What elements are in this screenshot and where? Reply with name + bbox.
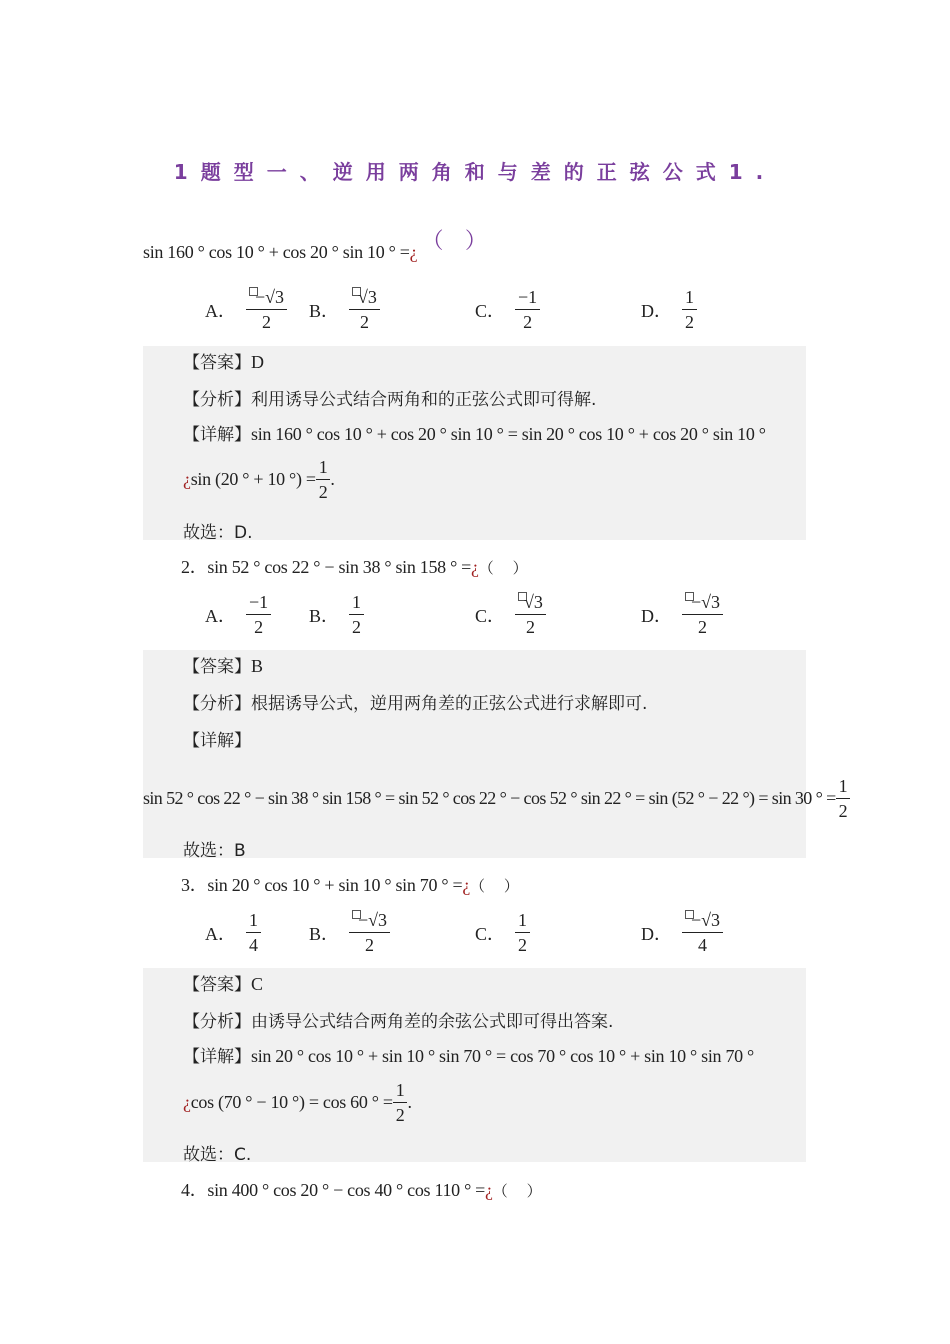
fraction: $\frac{-√3}{2}$ (246, 287, 287, 332)
question-1-option-b[interactable] (309, 287, 380, 332)
question-1-option-c[interactable] (475, 287, 540, 332)
analysis-line-3: 【分析】由诱导公式结合两角差的余弦公式即可得出答案. (183, 1012, 614, 1032)
question-number: 4． (181, 1180, 208, 1200)
choice-line-1: 故选：D. (183, 523, 253, 543)
fraction: $\frac{√3}{2}$ (349, 287, 380, 332)
question-2-option-a[interactable]: A． $\frac{-1}{2}$ (205, 592, 271, 637)
question-number: 3． (181, 875, 208, 895)
option-letter: D． (641, 300, 672, 321)
fraction: $\frac{1}{2}$ (682, 287, 697, 332)
question-1-stem (143, 229, 487, 265)
inverted-question-mark: ¿ (485, 1180, 493, 1200)
analysis-line-2: 【分析】根据诱导公式，逆用两角差的正弦公式进行求解即可. (183, 694, 648, 714)
question-2-option-c[interactable]: C． $\frac{√3}{2}$ (475, 592, 546, 637)
detail-line-3: 【详解】sin 20 ° cos 10 ° + sin 10 ° sin 70 ° = cos 70 ° cos 10 ° + sin 10 ° sin 70 ° (183, 1046, 754, 1067)
option-letter: B． (309, 300, 340, 321)
question-3-option-c[interactable]: C． $\frac{1}{2}$ (475, 910, 530, 955)
inverted-question-mark: ¿ (471, 557, 479, 577)
detail-line-2: sin 52 ° cos 22 ° − sin 38 ° sin 158 ° = sin 52 ° cos 22 ° − cos 52 ° sin 22 ° = sin (52 ° − 22 °) = sin 30 ° = $\frac{1}{2}$ (143, 776, 850, 821)
fraction: $\frac{1}{2}$ (316, 457, 331, 502)
answer-blank: （ ） (478, 559, 528, 577)
choice-line-3: 故选：C. (183, 1145, 252, 1165)
question-3-stem: 3．sin 20 ° cos 10 ° + sin 10 ° sin 70 ° =¿（ ） (181, 875, 519, 895)
analysis-line-1: 【分析】利用诱导公式结合两角和的正弦公式即可得解. (183, 390, 597, 410)
option-letter: C． (475, 300, 506, 321)
question-2-stem: 2．sin 52 ° cos 22 ° − sin 38 ° sin 158 ° =¿（ ） (181, 557, 528, 577)
question-1-option-d[interactable] (641, 287, 697, 332)
question-number: 2． (181, 557, 208, 577)
inverted-question-mark: ¿ (462, 875, 471, 895)
answer-blank: （ ） (421, 229, 487, 254)
fraction: $\frac{-1}{2}$ (515, 287, 540, 332)
answer-line-3: 【答案】C (183, 974, 263, 995)
answer-blank: （ ） (492, 1182, 542, 1200)
detail-line-3b: ¿ cos (70 ° − 10 °) = cos 60 ° = $\frac{1}{2}$ . (183, 1080, 412, 1125)
choice-line-2: 故选：B (183, 841, 246, 861)
question-1-option-a[interactable] (205, 287, 287, 332)
question-2-option-b[interactable]: B． $\frac{1}{2}$ (309, 592, 364, 637)
question-1-expression: sin 160 ° cos 10 ° + cos 20 ° sin 10 ° = (143, 242, 410, 262)
question-3-option-a[interactable]: A． $\frac{1}{4}$ (205, 910, 261, 955)
question-4-stem: 4．sin 400 ° cos 20 ° − cos 40 ° cos 110 ° =¿（ ） (181, 1180, 542, 1200)
question-3-option-d[interactable]: D． $\frac{-√3}{4}$ (641, 910, 723, 955)
answer-line-2: 【答案】B (183, 656, 263, 677)
inverted-question-mark: ¿ (409, 242, 418, 262)
question-2-option-d[interactable]: D． $\frac{-√3}{2}$ (641, 592, 723, 637)
detail-tag-2: 【详解】 (183, 731, 251, 751)
question-3-option-b[interactable]: B． $\frac{-√3}{2}$ (309, 910, 390, 955)
option-letter: A． (205, 300, 236, 321)
answer-blank: （ ） (470, 877, 519, 895)
detail-line-1: 【详解】sin 160 ° cos 10 ° + cos 20 ° sin 10 ° = sin 20 ° cos 10 ° + cos 20 ° sin 10 ° (183, 424, 766, 445)
detail-line-1b: ¿ sin (20 ° + 10 °) = $\frac{1}{2}$ . (183, 457, 335, 502)
section-title: 1题型一、逆用两角和与差的正弦公式1. (173, 160, 777, 184)
solution-box-2 (143, 650, 806, 858)
answer-line-1: 【答案】D (183, 352, 264, 373)
